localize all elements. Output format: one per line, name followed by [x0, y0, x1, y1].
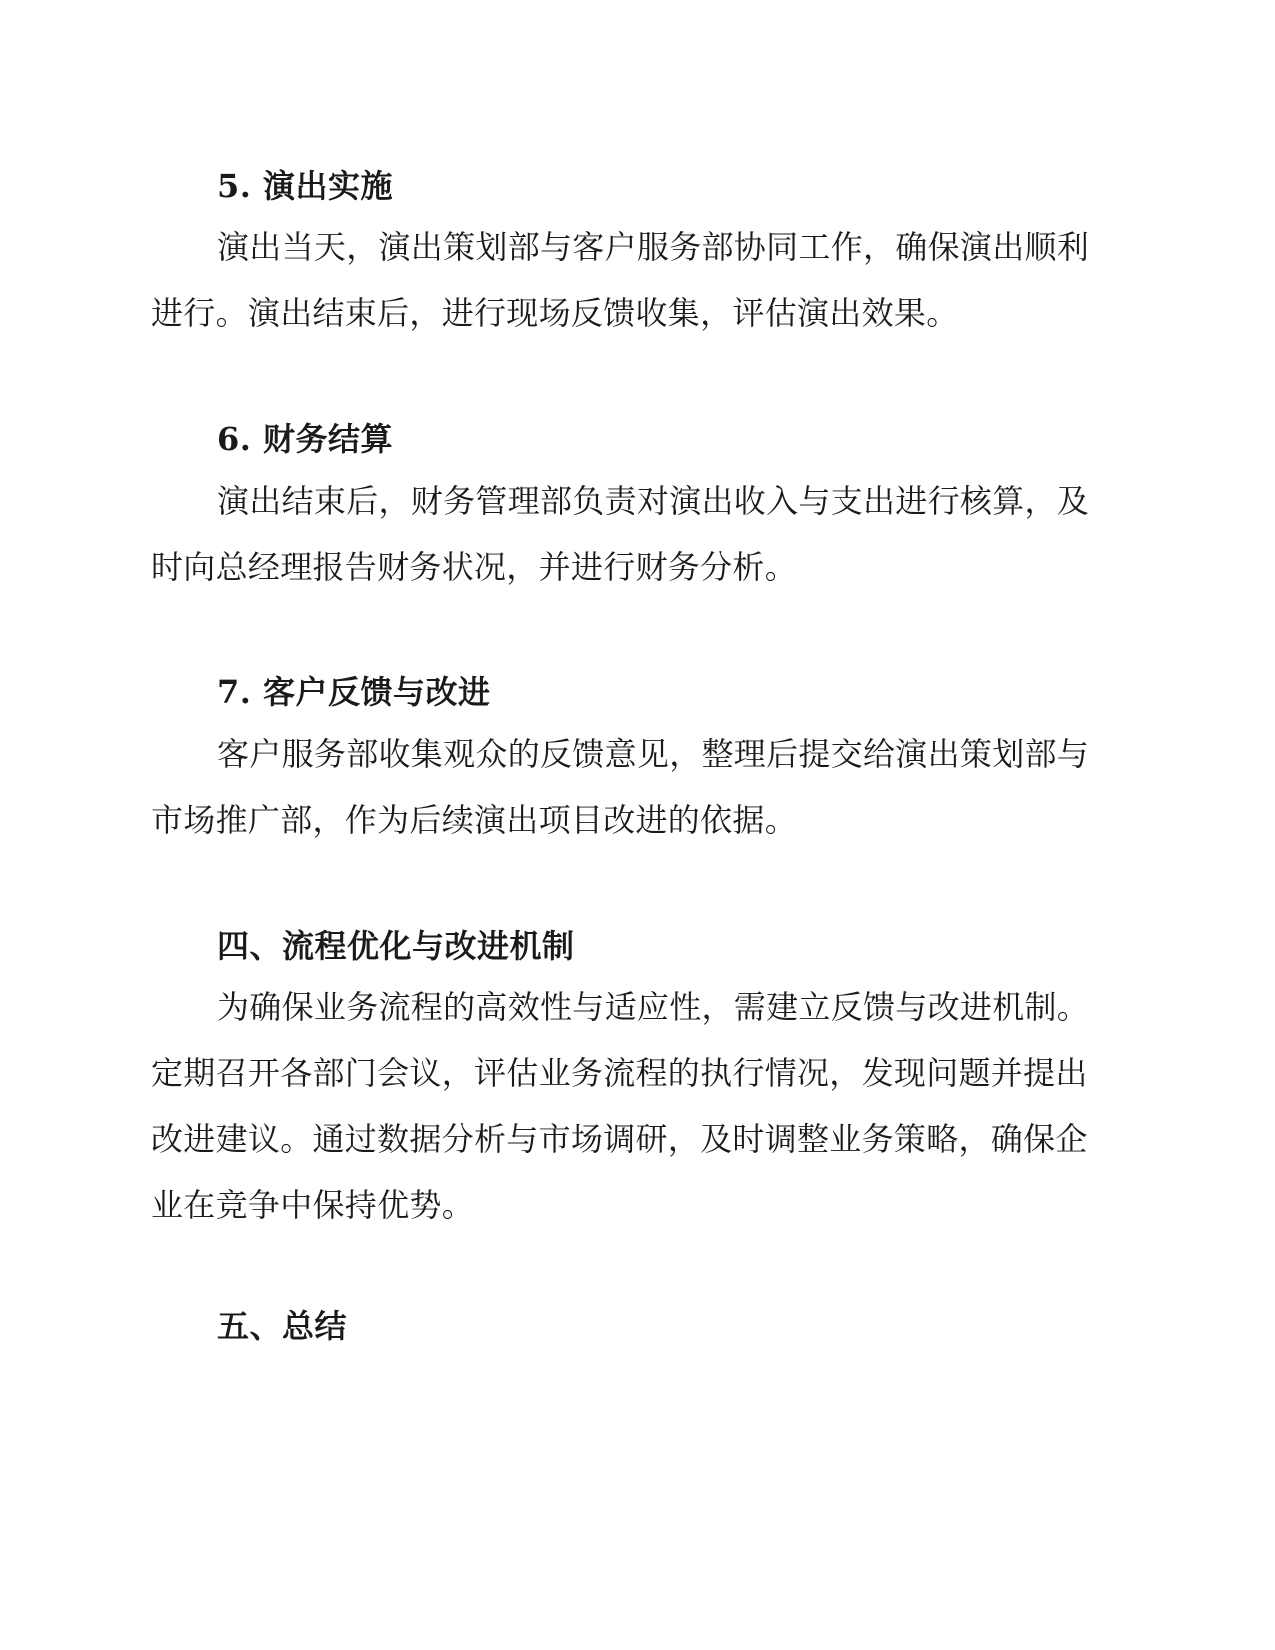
section-heading-summary: 五、总结	[217, 1307, 348, 1345]
paragraph-line: 定期召开各部门会议，评估业务流程的执行情况，发现问题并提出	[151, 1054, 1088, 1092]
paragraph-line: 客户服务部收集观众的反馈意见，整理后提交给演出策划部与	[217, 735, 1090, 773]
paragraph-line: 改进建议。通过数据分析与市场调研，及时调整业务策略，确保企	[151, 1120, 1088, 1158]
paragraph-line: 时向总经理报告财务状况，并进行财务分析。	[151, 548, 798, 586]
paragraph-line: 演出当天，演出策划部与客户服务部协同工作，确保演出顺利	[217, 228, 1090, 266]
section-paragraph-6	[151, 468, 1123, 600]
section-paragraph-process-optimization	[151, 974, 1123, 1238]
paragraph-line: 市场推广部，作为后续演出项目改进的依据。	[151, 801, 798, 839]
paragraph-line: 为确保业务流程的高效性与适应性，需建立反馈与改进机制。	[217, 988, 1090, 1026]
section-heading-6: 6. 财务结算	[217, 420, 394, 458]
section-heading-5: 5. 演出实施	[217, 167, 394, 205]
paragraph-line: 进行。演出结束后，进行现场反馈收集，评估演出效果。	[151, 294, 959, 332]
section-paragraph-7	[151, 721, 1123, 853]
paragraph-line: 业在竞争中保持优势。	[151, 1186, 475, 1224]
section-heading-7: 7. 客户反馈与改进	[217, 673, 491, 711]
section-paragraph-5	[151, 214, 1123, 346]
section-heading-process-optimization: 四、流程优化与改进机制	[217, 927, 575, 965]
paragraph-line: 演出结束后，财务管理部负责对演出收入与支出进行核算，及	[217, 482, 1090, 520]
